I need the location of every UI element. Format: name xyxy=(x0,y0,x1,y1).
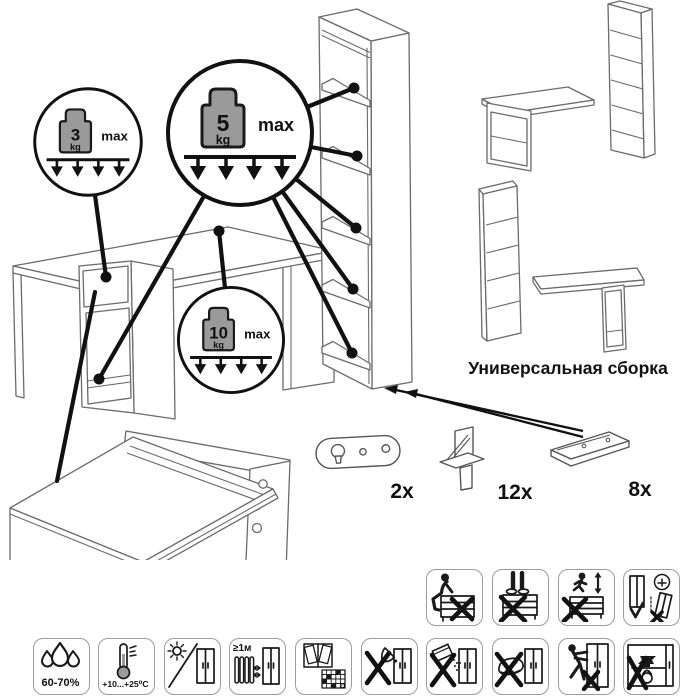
no-pushing-icon xyxy=(560,640,611,691)
assembly-variant-bottom xyxy=(479,181,644,352)
assembly-title: Универсальная сборка xyxy=(468,358,668,378)
weight-value: 3 xyxy=(70,125,81,145)
no-sitting-icon xyxy=(428,571,479,622)
icon-no-jumping xyxy=(558,569,615,626)
weight-unit: kg xyxy=(213,340,224,351)
qty-shelf-support: 12x xyxy=(497,481,533,504)
icon-secure-to-wall xyxy=(623,569,680,626)
secure-to-wall-icon xyxy=(625,571,676,622)
weight-qualifier: max xyxy=(101,128,128,144)
temperature-icon xyxy=(100,640,151,691)
icon-no-standing xyxy=(492,569,549,626)
weight-qualifier: max xyxy=(244,326,271,342)
calendar-glyph xyxy=(322,670,346,690)
calendar-day-label: 21 xyxy=(339,683,346,690)
icon-no-dragging xyxy=(558,638,615,695)
wardrobe-glyph xyxy=(394,649,411,683)
no-sunlight-icon xyxy=(166,640,217,691)
drawer-detail-drawing xyxy=(10,431,290,560)
heat-distance-icon xyxy=(231,640,282,691)
qty-keyhole-plate: 2x xyxy=(390,480,414,503)
weight-badge-3kg xyxy=(35,89,142,196)
no-abrasive-powder-icon xyxy=(428,640,479,691)
desk-drawing xyxy=(13,227,334,419)
weight-badge-5kg xyxy=(168,61,312,205)
mounting-arrows xyxy=(384,385,583,437)
icon-ventilation xyxy=(295,638,352,695)
temperature-label: +10...+25⁰C xyxy=(102,679,149,689)
wardrobe-glyph xyxy=(525,649,542,683)
humidity-label: 60-70% xyxy=(41,677,80,689)
assembly-variant-top xyxy=(482,1,655,171)
weight-qualifier: max xyxy=(257,115,295,135)
icon-distance-from-heat xyxy=(229,638,286,695)
bookcase-drawing xyxy=(319,9,412,389)
hardware-shelf-support xyxy=(440,427,484,490)
icon-humidity xyxy=(33,638,90,695)
no-heavy-objects-icon xyxy=(625,640,676,691)
icon-no-abrasives xyxy=(426,638,483,695)
weight-unit: kg xyxy=(215,133,231,147)
icon-no-sitting xyxy=(426,569,483,626)
weight-value: 10 xyxy=(209,323,228,343)
hardware-keyhole-plate xyxy=(315,435,400,469)
min-distance-label: ≥1м xyxy=(233,643,252,654)
icon-no-direct-sunlight xyxy=(164,638,221,695)
humidity-icon xyxy=(35,640,86,691)
window-ventilation-icon xyxy=(297,640,348,691)
icon-no-overloading xyxy=(623,638,680,695)
no-standing-icon xyxy=(494,571,545,622)
wardrobe-glyph xyxy=(263,648,279,684)
weight-unit: kg xyxy=(70,142,81,153)
icon-no-sharp-tools xyxy=(361,638,418,695)
wardrobe-glyph xyxy=(459,649,476,683)
no-axe-icon xyxy=(363,640,414,691)
wardrobe-glyph xyxy=(197,649,214,683)
weight-value: 5 xyxy=(216,110,230,136)
no-jumping-icon xyxy=(560,571,611,622)
hardware-mounting-plate xyxy=(551,432,629,466)
qty-mounting-plate: 8x xyxy=(628,478,652,501)
icon-temperature xyxy=(98,638,155,695)
no-sponge-icon xyxy=(494,640,545,691)
icon-no-wet-scrubbing xyxy=(492,638,549,695)
weight-badge-10kg xyxy=(178,287,283,392)
